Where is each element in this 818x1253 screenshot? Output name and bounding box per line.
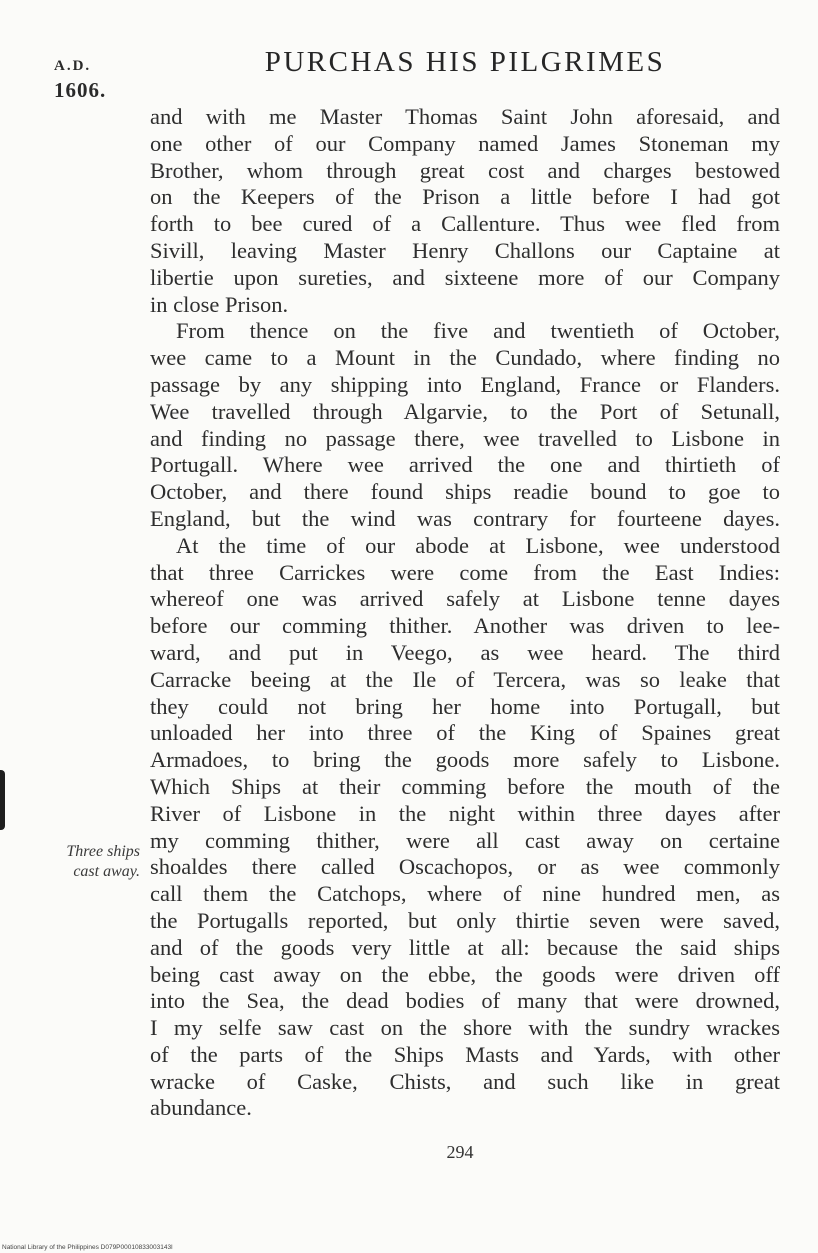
text-line: Portugall. Where wee arrived the one and thirtieth of <box>150 452 780 478</box>
marginal-note-line-2: cast away. <box>73 863 140 880</box>
scan-credit: National Library of the Philippines D079P00010833003143l <box>2 1244 173 1251</box>
text-line: shoaldes there called Oscachopos, or as wee commonly <box>150 854 780 880</box>
text-line: Carracke beeing at the Ile of Tercera, was so leake that <box>150 666 780 692</box>
text-line: and of the goods very little at all: because the said ships <box>150 934 780 960</box>
text-line: ward, and put in Veego, as wee heard. The third <box>150 639 780 665</box>
text-line: that three Carrickes were come from the East Indies: <box>150 559 780 585</box>
text-line: my comming thither, were all cast away on certaine <box>150 827 780 853</box>
marginal-note-line-1: Three ships <box>66 843 140 860</box>
text-line: one other of our Company named James Stoneman my <box>150 130 780 156</box>
running-title: PURCHAS HIS PILGRIMES <box>264 46 666 78</box>
text-line: before our comming thither. Another was driven to lee- <box>150 613 780 639</box>
text-line: England, but the wind was contrary for fourteene dayes. <box>150 505 780 531</box>
scan-edge-mark <box>0 770 5 830</box>
text-line: October, and there found ships readie bound to goe to <box>150 479 780 505</box>
text-line: and finding no passage there, wee travelled to Lisbone in <box>150 425 780 451</box>
text-line: Sivill, leaving Master Henry Challons our Captaine at <box>150 237 780 263</box>
text-line: call them the Catchops, where of nine hundred men, as <box>150 881 780 907</box>
text-line: From thence on the five and twentieth of October, <box>176 318 780 344</box>
text-line: into the Sea, the dead bodies of many that were drowned, <box>150 988 780 1014</box>
text-line: I my selfe saw cast on the shore with the sundry wrackes <box>150 1015 780 1041</box>
body-text <box>150 104 780 1122</box>
margin-label-ad: A.D. <box>54 58 92 74</box>
text-line: and with me Master Thomas Saint John aforesaid, and <box>150 104 780 129</box>
text-line: Armadoes, to bring the goods more safely to Lisbone. <box>150 747 780 773</box>
text-line: Which Ships at their comming before the mouth of the <box>150 773 780 799</box>
text-line: libertie upon sureties, and sixteene more of our Company <box>150 264 780 290</box>
page-number: 294 <box>446 1142 474 1162</box>
text-line: At the time of our abode at Lisbone, wee understood <box>176 532 780 558</box>
text-line: Brother, whom through great cost and charges bestowed <box>150 157 780 183</box>
text-line: unloaded her into three of the King of Spaines great <box>150 720 780 746</box>
text-line: River of Lisbone in the night within three dayes after <box>150 800 780 826</box>
text-line: Wee travelled through Algarvie, to the Port of Setunall, <box>150 398 780 424</box>
text-line: abundance. <box>150 1095 252 1121</box>
text-line: in close Prison. <box>150 291 289 317</box>
text-line: passage by any shipping into England, France or Flanders. <box>150 371 780 397</box>
text-line: the Portugalls reported, but only thirtie seven were saved, <box>150 907 780 933</box>
text-line: forth to bee cured of a Callenture. Thus wee fled from <box>150 211 780 237</box>
text-line: wee came to a Mount in the Cundado, where finding no <box>150 345 780 371</box>
text-line: being cast away on the ebbe, the goods were driven off <box>150 961 780 987</box>
margin-year: 1606. <box>54 78 107 102</box>
text-line: wracke of Caske, Chists, and such like in great <box>150 1068 780 1094</box>
text-line: whereof one was arrived safely at Lisbone tenne dayes <box>150 586 780 612</box>
text-line: they could not bring her home into Portugall, but <box>150 693 780 719</box>
text-line: of the parts of the Ships Masts and Yards, with other <box>150 1041 780 1067</box>
text-line: on the Keepers of the Prison a little before I had got <box>150 184 780 210</box>
